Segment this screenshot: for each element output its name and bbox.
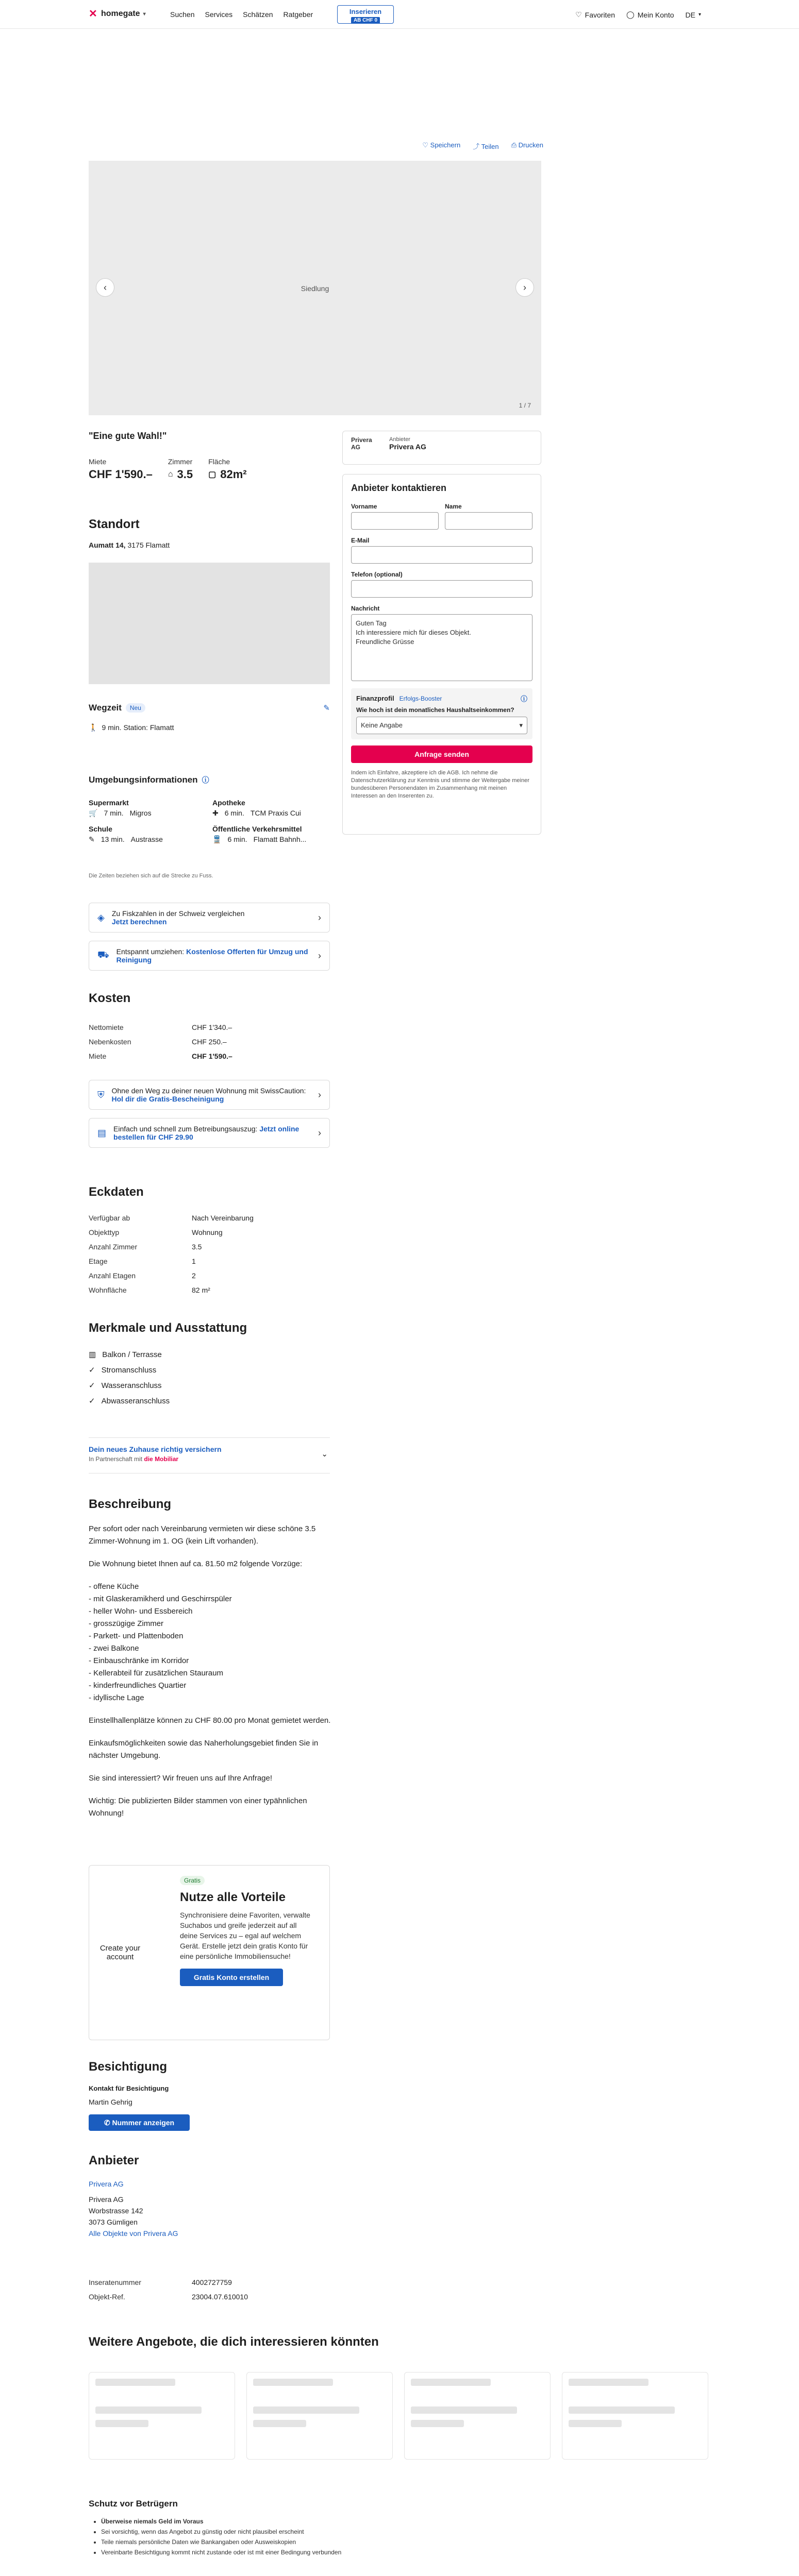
create-account-card [89,1865,330,2040]
cost-label: Miete [89,1052,107,1060]
email-field[interactable] [351,546,532,564]
surrounding-time: 13 min. [101,835,125,843]
provider-city: 3073 Gümligen [89,2218,138,2226]
beschreibung-heading: Beschreibung [89,1497,172,1511]
all-objects-link[interactable]: Alle Objekte von Privera AG [89,2229,178,2238]
surrounding-time: 7 min. [104,809,124,817]
balcony-icon: ▥ [89,1350,96,1359]
info-icon[interactable]: ⓘ [520,695,527,703]
provider-details [89,2178,178,2239]
finance-label: Finanzprofil [356,694,394,702]
eckdaten-heading: Eckdaten [89,1185,144,1199]
surrounding-pharmacy [212,799,336,818]
promo-betreibung[interactable] [89,1118,330,1148]
description-paragraph: Sie sind interessiert? Wir freuen uns auf Ihre Anfrage! [89,1774,273,1783]
create-account-label: Create your account [99,1944,141,1961]
key-data-value: 2 [192,1272,196,1280]
surroundings-note: Die Zeiten beziehen sich auf die Strecke zu Fuss. [89,873,213,879]
fraud-tip: • Sei vorsichtig, wenn das Angebot zu günstig oder nicht plausibel erscheint [101,2527,341,2537]
gallery-next-button[interactable]: › [515,278,534,297]
key-data-value: 82 m² [192,1286,210,1294]
surrounding-time: 6 min. [224,809,244,817]
reference-row [89,2290,315,2304]
reference-value: 4002727759 [192,2278,232,2286]
chevron-down-icon: ▾ [143,11,146,17]
new-badge: Neu [126,703,145,713]
address-street: Aumatt 14, [89,541,126,549]
description-paragraph: Per sofort oder nach Vereinbarung vermieten wir diese schöne 3.5 Zimmer-Wohnung im 1. OG (kein Lift vorhanden). [89,1524,316,1546]
listing-actions [394,141,543,151]
favorites-label: Favoriten [585,10,615,19]
provider-link[interactable]: Privera AG [89,2180,124,2188]
fraud-heading: Schutz vor Betrügern [89,2499,178,2509]
fact-value: 82m² [220,468,247,481]
fraud-tip: • Teile niemals persönliche Daten wie Bankangaben oder Ausweiskopien [101,2537,341,2547]
cart-icon: 🛒 [89,809,98,817]
kosten-heading: Kosten [89,991,131,1005]
cost-label: Nettomiete [89,1023,124,1031]
cost-value: CHF 1'340.– [192,1023,232,1031]
insurance-partner-label: In Partnerschaft mit [89,1455,143,1463]
chevron-right-icon: › [318,1127,321,1138]
mobiliar-logo: die Mobiliar [144,1455,179,1463]
feature-label: Balkon / Terrasse [102,1350,162,1359]
key-data-row [89,1240,315,1254]
provider-logo: Privera AG [351,436,372,451]
fraud-tip: • Vereinbarte Besichtigung kommt nicht zustande oder ist mit einer Bedingung verbunden [101,2547,341,2557]
promo-link: Jetzt online bestellen für CHF 29.90 [113,1125,299,1141]
provider-name: Privera AG [389,443,426,451]
key-data-label: Anzahl Zimmer [89,1243,138,1251]
promo-text: Einfach und schnell zum Betreibungsauszug: [113,1125,258,1133]
firstname-field[interactable] [351,512,439,530]
fact-rent [89,457,153,481]
key-data-row [89,1254,315,1268]
print-button[interactable]: ⎙ Drucken [511,141,543,149]
key-data-row [89,1225,315,1240]
besichtigung-heading: Besichtigung [89,2060,168,2074]
fact-label: Fläche [208,457,230,466]
cost-value: CHF 250.– [192,1038,227,1046]
walk-icon: 🚶 [89,723,98,732]
key-data-row [89,1283,315,1297]
listing-card-placeholder[interactable] [404,2372,551,2460]
fact-rooms [168,457,193,481]
promo-text: Ohne den Weg zu deiner neuen Wohnung mit SwissCaution: [111,1087,306,1095]
finance-badge: Erfolgs-Booster [399,694,442,702]
check-icon: ✓ [89,1397,95,1405]
send-request-button[interactable]: Anfrage senden [351,745,532,763]
legal-text: Indem ich Einfahre, akzeptiere ich die AGB. Ich nehme die Datenschutzerklärung zur Kenntnis und stimme der Weitergabe meiner bundesüberen Personendaten im Zusammenhang mit meinen Interessen an den Inserenten zu. [351,770,529,799]
key-data-value: Wohnung [192,1228,223,1236]
language-select[interactable] [686,10,701,19]
chevron-right-icon: › [318,912,321,923]
firstname-label: Vorname [351,503,377,510]
save-label: Speichern [430,141,461,149]
fact-value: CHF 1'590.– [89,468,153,481]
insurance-link: Dein neues Zuhause richtig versichern [89,1445,222,1453]
show-number-label: Nummer anzeigen [112,2119,175,2127]
description-list: - offene Küche - mit Glaskeramikherd und Geschirrspüler - heller Wohn- und Essbereich - grosszügige Zimmer - Parkett- und Plattenboden - zwei Balkone - Einbauschränke im Korridor - Kellerabteil für zusätzlichen Stauraum - kinderfreundliches Quartier - idyllische Lage [89,1582,232,1702]
shield-icon: ⛨ [97,1089,105,1100]
brand-name: homegate [101,9,140,18]
info-icon[interactable]: ⓘ [202,776,209,784]
nav-item-ratgeber[interactable]: Ratgeber [283,10,313,19]
truck-icon: ⛟ [97,950,109,960]
listing-card-placeholder[interactable] [89,2372,235,2460]
train-icon: 🚆 [212,835,222,843]
feature-item [89,1365,170,1375]
logo-mark-icon: ✕ [89,8,97,20]
fact-area [208,457,246,481]
key-data-row [89,1211,315,1225]
merkmale-heading: Merkmale und Ausstattung [89,1321,247,1335]
surrounding-transport [212,825,336,844]
key-data-label: Etage [89,1257,108,1265]
nav-item-services[interactable]: Services [205,10,233,19]
cost-row [89,1020,315,1035]
favorites-link[interactable] [575,10,615,19]
area-icon: ▢ [208,470,217,479]
contact-heading: Anbieter kontaktieren [351,483,447,493]
surrounding-name: TCM Praxis Cui [250,809,301,817]
provider-card [342,431,541,465]
save-button[interactable]: ♡ Speichern [422,141,461,149]
print-label: Drucken [518,141,543,149]
chevron-right-icon: › [318,950,321,961]
key-data-label: Wohnfläche [89,1286,127,1294]
chevron-down-icon: ▾ [519,721,523,729]
feature-item [89,1381,170,1390]
cost-value: CHF 1'590.– [192,1052,232,1060]
rooms-icon: ⌂ [168,470,173,479]
gratis-badge: Gratis [180,1876,205,1885]
surroundings-grid [89,799,336,844]
key-data-label: Verfügbar ab [89,1214,130,1222]
promo-move[interactable] [89,941,330,971]
address [89,541,170,549]
reference-label: Objekt-Ref. [89,2293,125,2301]
location-icon: ◈ [97,912,105,923]
feature-label: Stromanschluss [101,1365,157,1375]
key-data-value: 1 [192,1257,196,1265]
similar-listings [89,2372,708,2460]
listing-card-placeholder[interactable] [246,2372,393,2460]
phone-label: Telefon (optional) [351,571,403,578]
brand-logo[interactable] [89,9,146,19]
language-label: DE [685,10,695,19]
fact-label: Zimmer [168,457,193,466]
chevron-down-icon: ▾ [698,12,701,18]
school-icon: ✎ [89,835,95,843]
surrounding-name: Austrasse [130,835,163,843]
cost-label: Nebenkosten [89,1038,131,1046]
provider-company: Privera AG [89,2195,124,2204]
umgebung-header [89,775,209,785]
reference-label: Inseratenummer [89,2278,141,2286]
heart-icon: ♡ [575,10,582,19]
surrounding-school [89,825,212,844]
finance-question: Wie hoch ist dein monatliches Haushaltseinkommen? [356,706,514,714]
key-data-row [89,1268,315,1283]
key-data-table [89,1211,315,1297]
feature-item [89,1396,170,1405]
wegzeit-header [89,703,330,713]
account-link[interactable] [626,10,674,19]
insert-button[interactable] [337,5,394,24]
gallery-prev-button[interactable]: ‹ [96,278,114,297]
promo-swisscaution[interactable] [89,1080,330,1110]
show-number-button[interactable] [89,2114,190,2131]
image-gallery[interactable] [89,161,541,415]
chevron-right-icon: › [318,1089,321,1100]
cost-row [89,1049,315,1063]
surrounding-time: 6 min. [227,835,247,843]
location-map[interactable] [89,563,330,684]
phone-icon: ✆ [104,2119,112,2127]
share-button[interactable]: ⤴ Teilen [473,143,499,150]
description-paragraph: Die Wohnung bietet Ihnen auf ca. 81.50 m2 folgende Vorzüge: [89,1560,303,1568]
provider-street: Worbstrasse 142 [89,2207,143,2215]
promo-link: Hol dir die Gratis-Bescheinigung [111,1095,224,1103]
contact-form [342,474,541,835]
wegzeit-text: 9 min. Station: Flamatt [102,723,174,732]
feature-list [89,1350,170,1412]
site-header [0,0,799,29]
surrounding-title: Öffentliche Verkehrsmittel [212,825,302,833]
description-paragraph: Einstellhallenplätze können zu CHF 80.00 pro Monat gemietet werden. [89,1716,331,1725]
gallery-counter: 1 / 7 [519,402,531,409]
costs-table [89,1020,315,1063]
account-title: Nutze alle Vorteile [180,1890,286,1904]
anbieter-heading: Anbieter [89,2154,139,2167]
surrounding-name: Flamatt Bahnh... [253,835,307,843]
weitere-heading: Weitere Angebote, die dich interessieren könnten [89,2335,379,2349]
surrounding-title: Supermarkt [89,799,129,807]
key-data-label: Objekttyp [89,1228,120,1236]
fraud-tips [101,2516,341,2557]
standort-heading: Standort [89,517,140,531]
lastname-field[interactable] [445,512,532,530]
email-label: E-Mail [351,537,370,544]
phone-field[interactable] [351,580,532,598]
insert-label: Inserieren [349,8,382,15]
finance-profile [351,688,532,739]
feature-label: Abwasseranschluss [101,1396,170,1405]
feature-label: Wasseranschluss [101,1381,162,1390]
nav-item-suchen[interactable]: Suchen [170,10,195,19]
listing-title: "Eine gute Wahl!" [89,431,167,441]
wegzeit-heading: Wegzeit [89,703,122,713]
main-nav [170,10,313,19]
pharmacy-icon: ✚ [212,809,219,817]
promo-link: Jetzt berechnen [111,918,167,926]
key-facts [89,457,247,481]
chevron-down-icon: ⌄ [321,1450,328,1459]
account-label: Mein Konto [637,10,674,19]
create-account-button[interactable]: Gratis Konto erstellen [180,1969,283,1986]
fraud-tip: • Überweise niemals Geld im Voraus [101,2516,341,2527]
description-paragraph: Einkaufsmöglichkeiten sowie das Naherholungsgebiet finden Sie in nächster Umgebung. [89,1739,319,1760]
key-data-label: Anzahl Etagen [89,1272,136,1280]
reference-row [89,2275,315,2290]
gallery-image-caption: Siedlung [301,284,329,293]
income-select-value: Keine Angabe [361,721,403,729]
account-text: Synchronisiere deine Favoriten, verwalte Suchabos und greife jederzeit auf all deine Services zu – egal auf welchem Gerät. Erstelle jetzt dein gratis Konto für eine persönliche Immobiliensuche! [180,1911,310,1960]
description-paragraph: Wichtig: Die publizierten Bilder stammen von einer typähnlichen Wohnung! [89,1797,307,1818]
viewing-contact-name: Martin Gehrig [89,2098,132,2106]
promo-text: Entspannt umziehen: [116,947,185,956]
check-icon: ✓ [89,1381,95,1390]
header-actions [575,10,701,19]
address-city: 3175 Flamatt [125,541,170,549]
feature-item [89,1350,170,1359]
share-label: Teilen [481,143,499,150]
surrounding-supermarket [89,799,212,818]
lastname-label: Name [445,503,462,510]
key-data-value: Nach Vereinbarung [192,1214,254,1222]
insert-badge: AB CHF 0 [351,17,380,24]
nav-item-schaetzen[interactable]: Schätzen [243,10,273,19]
surrounding-title: Schule [89,825,112,833]
fact-value: 3.5 [177,468,193,481]
reference-value: 23004.07.610010 [192,2293,248,2301]
wegzeit-item [89,723,174,732]
insurance-promo[interactable] [89,1437,330,1473]
message-field[interactable]: Guten Tag Ich interessiere mich für dieses Objekt. Freundliche Grüsse [351,614,532,681]
description [89,1523,331,1830]
user-icon: ◯ [626,10,635,19]
listing-card-placeholder[interactable] [562,2372,708,2460]
check-icon: ✓ [89,1366,95,1375]
surrounding-name: Migros [129,809,152,817]
promo-link: Kostenlose Offerten für Umzug und Reinigung [116,947,308,964]
edit-icon[interactable]: ✎ [323,704,330,713]
fact-label: Miete [89,457,107,466]
viewing-contact-label: Kontakt für Besichtigung [89,2084,169,2092]
promo-text: Zu Fiskzahlen in der Schweiz vergleichen [111,909,245,918]
promo-zurich[interactable] [89,903,330,933]
message-label: Nachricht [351,605,380,612]
umgebung-heading: Umgebungsinformationen [89,775,198,785]
reference-table [89,2275,315,2304]
cost-row [89,1035,315,1049]
provider-label: Anbieter [389,436,410,443]
income-select[interactable] [356,717,527,734]
document-icon: ▤ [97,1127,107,1138]
surrounding-title: Apotheke [212,799,245,807]
key-data-value: 3.5 [192,1243,202,1251]
